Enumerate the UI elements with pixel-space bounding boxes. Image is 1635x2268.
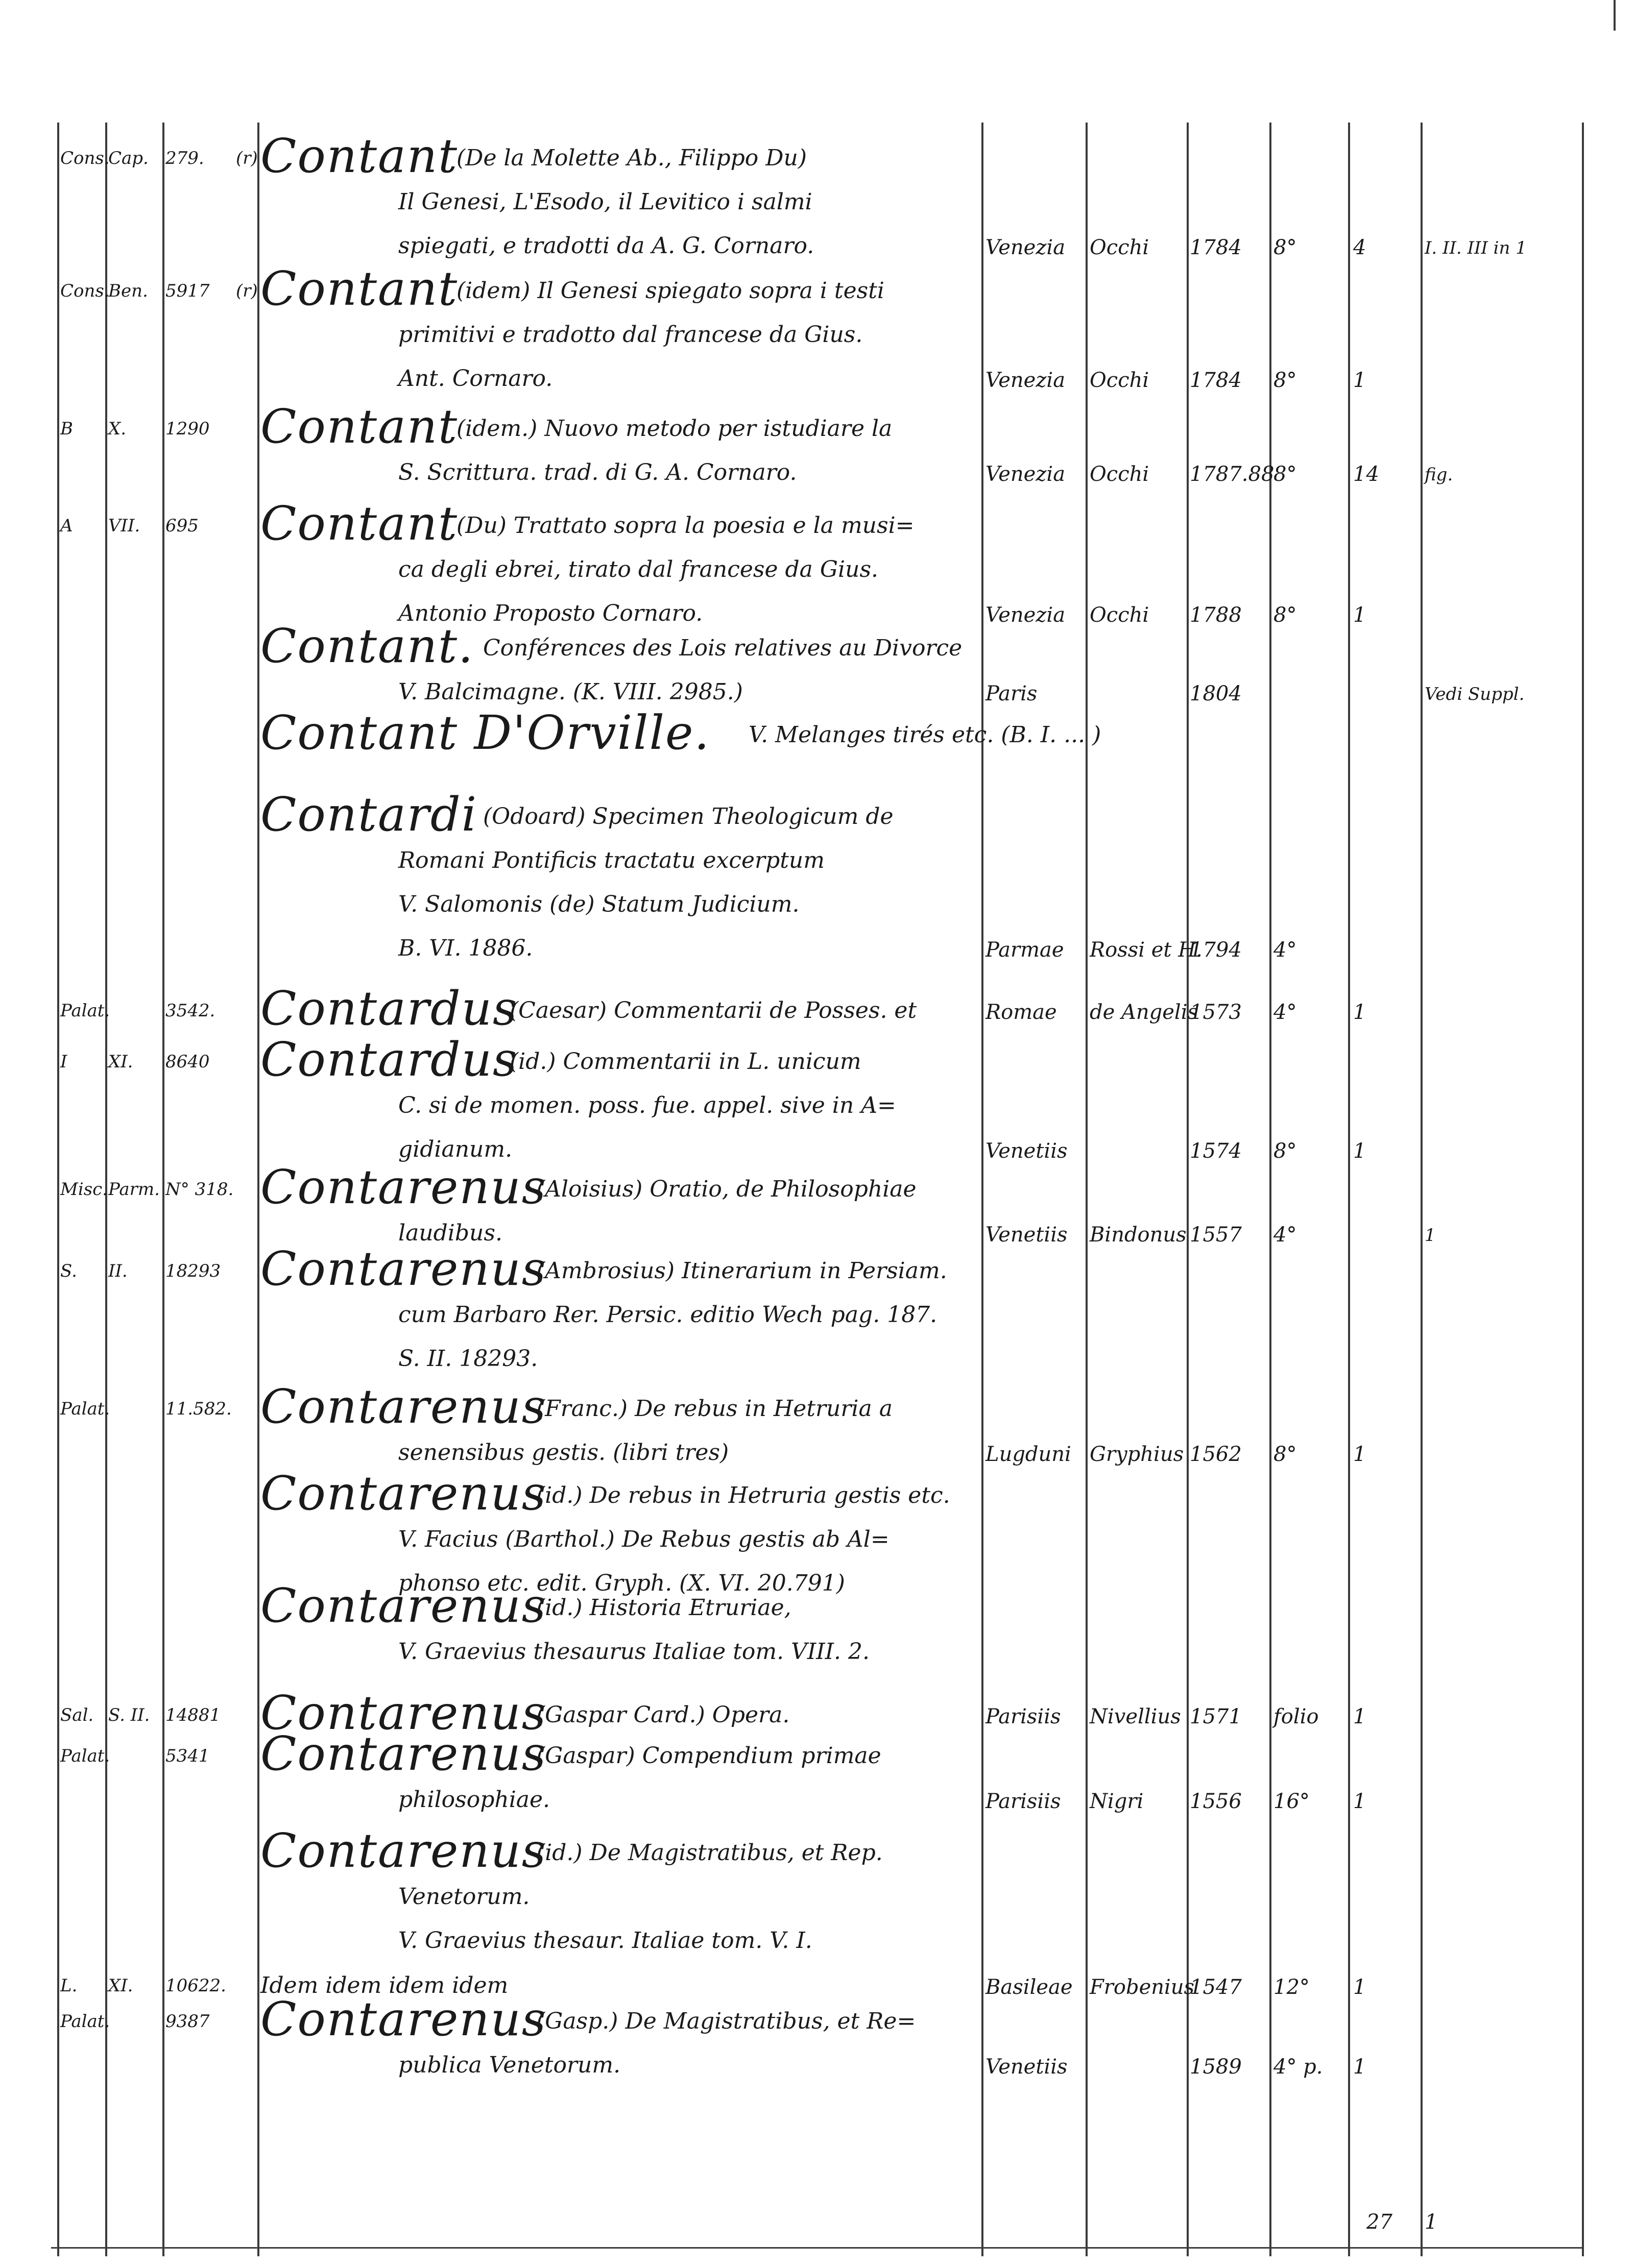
place-of-publication: Venezia: [985, 369, 1066, 392]
shelfmark-part: B: [60, 419, 73, 439]
year: 1784: [1190, 236, 1242, 259]
entry-text-line: (id.) Historia Etruriae,: [536, 1595, 791, 1621]
entry-heading: Contardi: [260, 787, 478, 842]
volumes: 1: [1353, 1139, 1366, 1163]
note: I. II. III in 1: [1425, 238, 1527, 258]
shelfmark-part: Parm.: [108, 1179, 160, 1200]
entry-text-line: V. Graevius thesaurus Italiae tom. VIII. 2.: [398, 1639, 870, 1665]
shelfmark-part: (r): [236, 148, 258, 168]
place-of-publication: Venezia: [985, 462, 1066, 486]
place-of-publication: Parisiis: [985, 1790, 1061, 1813]
entry-text-line: B. VI. 1886.: [398, 935, 533, 961]
entry-text-line: spiegati, e tradotti da A. G. Cornaro.: [398, 233, 814, 259]
entry-text-line: (Franc.) De rebus in Hetruria a: [536, 1396, 893, 1422]
note: 1: [1425, 1225, 1436, 1246]
entry-text-line: Venetorum.: [398, 1884, 530, 1910]
volumes: 1: [1353, 1443, 1366, 1466]
entry-heading: Contant D'Orville.: [260, 705, 710, 760]
volumes: 14: [1353, 462, 1379, 486]
entry-text-line: V. Balcimagne. (K. VIII. 2985.): [398, 679, 743, 705]
place-of-publication: Venezia: [985, 236, 1066, 259]
shelfmark-part: S. II.: [108, 1705, 150, 1725]
entry-text-line: (idem.) Nuovo metodo per istudiare la: [456, 416, 893, 442]
year: 1589: [1190, 2055, 1242, 2079]
year: 1804: [1190, 682, 1242, 705]
shelfmark-part: Palat.: [60, 1399, 110, 1419]
format: 4°: [1273, 1001, 1297, 1024]
shelfmark-part: Palat.: [60, 1746, 110, 1766]
shelfmark-part: 1290: [165, 419, 210, 439]
entry-text-line: S. II. 18293.: [398, 1346, 538, 1372]
printer: Rossi et H.: [1090, 938, 1203, 962]
entry-text-line: C. si de momen. poss. fue. appel. sive in A=: [398, 1092, 896, 1118]
year: 1557: [1190, 1223, 1242, 1247]
printer: Frobenius: [1090, 1976, 1195, 1999]
entry-text-line: cum Barbaro Rer. Persic. editio Wech pag. 187.: [398, 1302, 937, 1328]
shelfmark-part: Cons.: [60, 148, 110, 168]
shelfmark-part: II.: [108, 1261, 128, 1281]
column-rule: [1086, 123, 1088, 2256]
format: 16°: [1273, 1790, 1310, 1813]
shelfmark-part: 3542.: [165, 1001, 215, 1021]
note: Vedi Suppl.: [1425, 684, 1525, 704]
shelfmark-part: 14881: [165, 1705, 221, 1725]
entry-text-line: Idem idem idem idem: [260, 1972, 509, 1998]
shelfmark-part: 10622.: [165, 1976, 226, 1996]
entry-text-line: gidianum.: [398, 1136, 513, 1162]
place-of-publication: Basileae: [985, 1976, 1073, 1999]
format: 4°: [1273, 1223, 1297, 1247]
format: folio: [1273, 1705, 1319, 1728]
format: 12°: [1273, 1976, 1310, 1999]
entry-heading: Contant: [260, 496, 459, 551]
format: 8°: [1273, 1139, 1297, 1163]
volumes: 1: [1353, 1976, 1366, 1999]
entry-heading: Contant: [260, 261, 459, 316]
entry-text-line: (Ambrosius) Itinerarium in Persiam.: [536, 1258, 947, 1284]
entry-text-line: (id.) De Magistratibus, et Rep.: [536, 1840, 883, 1866]
entry-heading: Contarenus: [260, 1823, 547, 1878]
page-number-left: 27: [1366, 2210, 1392, 2234]
entry-text-line: S. Scrittura. trad. di G. A. Cornaro.: [398, 459, 797, 485]
entry-text-line: phonso etc. edit. Gryph. (X. VI. 20.791): [398, 1570, 845, 1596]
printer: Nivellius: [1090, 1705, 1181, 1728]
entry-text-line: (De la Molette Ab., Filippo Du): [456, 145, 807, 171]
entry-text-line: primitivi e tradotto dal francese da Gius.: [398, 322, 863, 348]
shelfmark-part: (r): [236, 281, 258, 301]
entry-text-line: V. Melanges tirés etc. (B. I. ... ): [749, 722, 1101, 748]
entry-text-line: philosophiae.: [398, 1787, 550, 1813]
entry-heading: Contardus: [260, 981, 518, 1036]
year: 1556: [1190, 1790, 1242, 1813]
entry-text-line: V. Graevius thesaur. Italiae tom. V. I.: [398, 1928, 812, 1954]
column-rule: [257, 123, 259, 2256]
entry-heading: Contarenus: [260, 1379, 547, 1434]
entry-heading: Contarenus: [260, 1466, 547, 1521]
entry-text-line: (Gaspar) Compendium primae: [536, 1743, 881, 1769]
year: 1794: [1190, 938, 1242, 962]
year: 1788: [1190, 603, 1242, 627]
page-number-right: 1: [1425, 2210, 1438, 2234]
place-of-publication: Venetiis: [985, 1139, 1068, 1163]
bottom-rule: [51, 2247, 1583, 2249]
shelfmark-part: 8640: [165, 1052, 210, 1072]
entry-text-line: ca degli ebrei, tirato dal francese da Gius.: [398, 556, 879, 582]
shelfmark-part: N° 318.: [165, 1179, 234, 1200]
entry-heading: Contant: [260, 399, 459, 454]
shelfmark-part: Palat.: [60, 2011, 110, 2032]
entry-text-line: (id.) Commentarii in L. unicum: [510, 1048, 861, 1075]
printer: Gryphius: [1090, 1443, 1184, 1466]
entry-text-line: senensibus gestis. (libri tres): [398, 1440, 729, 1466]
year: 1574: [1190, 1139, 1242, 1163]
place-of-publication: Parisiis: [985, 1705, 1061, 1728]
place-of-publication: Lugduni: [985, 1443, 1071, 1466]
format: 8°: [1273, 603, 1297, 627]
shelfmark-part: Misc.: [60, 1179, 108, 1200]
format: 8°: [1273, 236, 1297, 259]
printer: Occhi: [1090, 603, 1149, 627]
entry-text-line: (Du) Trattato sopra la poesia e la musi=: [456, 513, 915, 539]
place-of-publication: Romae: [985, 1001, 1057, 1024]
entry-text-line: V. Salomonis (de) Statum Judicium.: [398, 891, 800, 917]
entry-text-line: Il Genesi, L'Esodo, il Levitico i salmi: [398, 189, 812, 215]
shelfmark-part: XI.: [108, 1976, 133, 1996]
shelfmark-part: A: [60, 516, 73, 536]
entry-heading: Contant: [260, 129, 459, 183]
shelfmark-part: Palat.: [60, 1001, 110, 1021]
entry-text-line: (Odoard) Specimen Theologicum de: [483, 803, 894, 830]
volumes: 1: [1353, 2055, 1366, 2079]
shelfmark-part: 9387: [165, 2011, 210, 2032]
place-of-publication: Venetiis: [985, 2055, 1068, 2079]
format: 8°: [1273, 1443, 1297, 1466]
volumes: 1: [1353, 1790, 1366, 1813]
shelfmark-part: Sal.: [60, 1705, 94, 1725]
shelfmark-part: X.: [108, 419, 127, 439]
column-rule: [1421, 123, 1423, 2256]
note: fig.: [1425, 465, 1453, 485]
volumes: 1: [1353, 603, 1366, 627]
year: 1562: [1190, 1443, 1242, 1466]
year: 1573: [1190, 1001, 1242, 1024]
printer: Bindonus: [1090, 1223, 1187, 1247]
entry-heading: Contarenus: [260, 1160, 547, 1214]
printer: Nigri: [1090, 1790, 1144, 1813]
shelfmark-part: 279.: [165, 148, 204, 168]
entry-heading: Contarenus: [260, 1726, 547, 1781]
year: 1784: [1190, 369, 1242, 392]
column-rule: [1187, 123, 1189, 2256]
shelfmark-part: I: [60, 1052, 67, 1072]
column-rule: [1269, 123, 1271, 2256]
place-of-publication: Venetiis: [985, 1223, 1068, 1247]
place-of-publication: Venezia: [985, 603, 1066, 627]
year: 1787.88: [1190, 462, 1275, 486]
volumes: 1: [1353, 1705, 1366, 1728]
shelfmark-part: 18293: [165, 1261, 221, 1281]
shelfmark-part: L.: [60, 1976, 78, 1996]
column-rule: [981, 123, 983, 2256]
volumes: 1: [1353, 1001, 1366, 1024]
entry-heading: Contardus: [260, 1032, 518, 1087]
entry-heading: Contarenus: [260, 1241, 547, 1296]
entry-text-line: (Gaspar Card.) Opera.: [536, 1702, 790, 1728]
format: 8°: [1273, 462, 1297, 486]
shelfmark-part: VII.: [108, 516, 140, 536]
year: 1547: [1190, 1976, 1242, 1999]
shelfmark-part: Ben.: [108, 281, 148, 301]
entry-text-line: Antonio Proposto Cornaro.: [398, 600, 703, 626]
entry-text-line: publica Venetorum.: [398, 2052, 621, 2078]
column-rule: [162, 123, 164, 2256]
shelfmark-part: 5341: [165, 1746, 210, 1766]
place-of-publication: Parmae: [985, 938, 1064, 962]
entry-text-line: Ant. Cornaro.: [398, 365, 553, 392]
volumes: 1: [1353, 369, 1366, 392]
shelfmark-part: Cons.: [60, 281, 110, 301]
column-rule: [57, 123, 59, 2256]
entry-text-line: (Caesar) Commentarii de Posses. et: [510, 997, 917, 1023]
column-rule: [1614, 0, 1616, 31]
entry-text-line: (Aloisius) Oratio, de Philosophiae: [536, 1176, 917, 1202]
column-rule: [1348, 123, 1350, 2256]
year: 1571: [1190, 1705, 1242, 1728]
entry-text-line: (id.) De rebus in Hetruria gestis etc.: [536, 1482, 950, 1508]
volumes: 4: [1353, 236, 1366, 259]
place-of-publication: Paris: [985, 682, 1038, 705]
printer: Occhi: [1090, 369, 1149, 392]
printer: Occhi: [1090, 236, 1149, 259]
shelfmark-part: 5917: [165, 281, 210, 301]
entry-text-line: (idem) Il Genesi spiegato sopra i testi: [456, 278, 884, 304]
shelfmark-part: 11.582.: [165, 1399, 232, 1419]
entry-text-line: Conférences des Lois relatives au Divorce: [483, 635, 963, 661]
entry-heading: Contarenus: [260, 1686, 547, 1740]
printer: de Angelis: [1090, 1001, 1198, 1024]
entry-text-line: (Gasp.) De Magistratibus, et Re=: [536, 2008, 916, 2034]
entry-heading: Contarenus: [260, 1578, 547, 1633]
entry-heading: Contant.: [260, 619, 474, 673]
format: 4°: [1273, 938, 1297, 962]
shelfmark-part: 695: [165, 516, 199, 536]
shelfmark-part: S.: [60, 1261, 77, 1281]
shelfmark-part: XI.: [108, 1052, 133, 1072]
format: 8°: [1273, 369, 1297, 392]
column-rule: [1582, 123, 1584, 2256]
entry-heading: Contarenus: [260, 1992, 547, 2046]
printer: Occhi: [1090, 462, 1149, 486]
entry-text-line: laudibus.: [398, 1220, 502, 1246]
entry-text-line: V. Facius (Barthol.) De Rebus gestis ab Al=: [398, 1526, 889, 1552]
format: 4° p.: [1273, 2055, 1323, 2079]
shelfmark-part: Cap.: [108, 148, 149, 168]
entry-text-line: Romani Pontificis tractatu excerptum: [398, 847, 825, 873]
